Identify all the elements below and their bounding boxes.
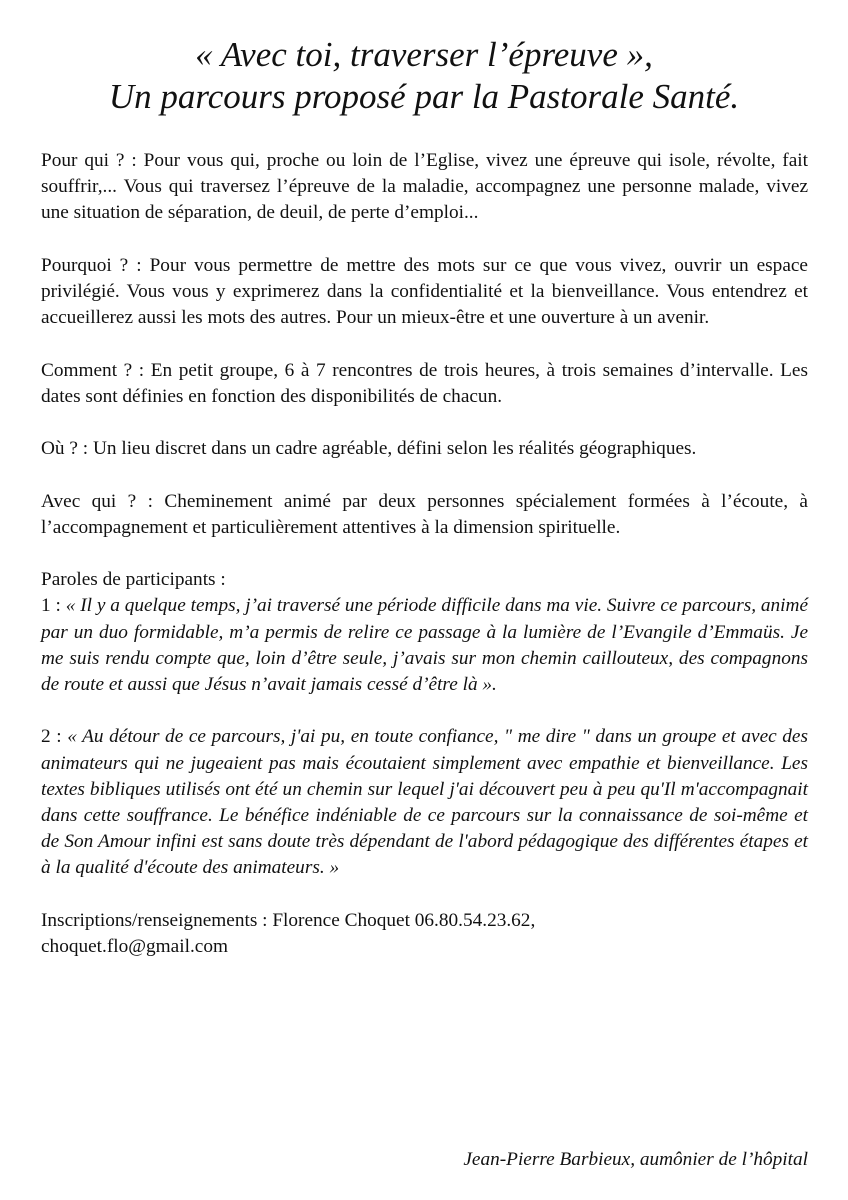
section-pourquoi	[41, 253, 808, 332]
contact-email: choquet.flo@gmail.com	[41, 935, 228, 957]
signature: Jean-Pierre Barbieux, aumônier de l’hôpital	[463, 1149, 808, 1170]
section-label: Comment ? :	[41, 359, 151, 381]
page-title	[0, 34, 848, 118]
testimonials-heading: Paroles de participants :	[41, 569, 226, 591]
testimonial-2	[41, 724, 808, 881]
section-text: Cheminement animé par deux personnes spécialement formées à l’écoute, à l’accompagnement et particulièrement attentives à la dimension spirituelle.	[41, 490, 808, 538]
section-label: Avec qui ? :	[41, 490, 165, 512]
section-avec-qui	[41, 489, 808, 541]
section-comment	[41, 358, 808, 410]
testimonial-number: 1 :	[41, 595, 66, 617]
section-text: Pour vous permettre de mettre des mots sur ce que vous vivez, ouvrir un espace privilégié. Vous vous y exprimerez dans la confidentialité et la bienveillance. Vous entendrez et accueillerez aussi les mots des autres. Pour un mieux-être et une ouverture à un avenir.	[41, 254, 808, 329]
section-label: Pourquoi ? :	[41, 254, 150, 276]
contact-block	[41, 908, 808, 960]
section-label: Où ? :	[41, 438, 93, 460]
testimonial-quote: « Il y a quelque temps, j’ai traversé une période difficile dans ma vie. Suivre ce parcours, animé par un duo formidable, m’a permis de relire ce passage à la lumière de l’Evangile d’Emmaüs. Je me suis rendu compte que, loin d’être seule, j’avais sur mon chemin caillouteux, des compagnons de route et aussi que Jésus n’avait jamais cessé d’être là ».	[41, 595, 808, 695]
title-line-2: Un parcours proposé par la Pastorale Santé.	[108, 77, 740, 116]
section-text: Pour vous qui, proche ou loin de l’Eglise, vivez une épreuve qui isole, révolte, fait souffrir,... Vous qui traversez l’épreuve de la maladie, accompagnez une personne malade, vivez une situation de séparation, de deuil, de perte d’emploi...	[41, 150, 808, 224]
testimonial-1	[41, 593, 808, 698]
section-text: En petit groupe, 6 à 7 rencontres de trois heures, à trois semaines d’intervalle. Les dates sont définies en fonction des disponibilités de chacun.	[41, 359, 808, 407]
document-body	[41, 148, 808, 960]
section-text: Un lieu discret dans un cadre agréable, défini selon les réalités géographiques.	[92, 438, 697, 460]
section-pour-qui	[41, 148, 808, 227]
contact-line-1: Inscriptions/renseignements : Florence Choquet 06.80.54.23.62,	[41, 909, 536, 931]
testimonial-number: 2 :	[41, 726, 68, 748]
title-line-1: « Avec toi, traverser l’épreuve »,	[195, 35, 653, 74]
section-ou	[41, 436, 808, 462]
section-label: Pour qui ? :	[41, 150, 144, 171]
testimonial-quote: « Au détour de ce parcours, j'ai pu, en toute confiance, " me dire " dans un groupe et avec des animateurs qui ne jugeaient pas mais écoutaient simplement avec empathie et bienveillance. Les textes bibliques utilisés ont été un chemin sur lequel j'ai découvert peu à peu qu'Il m'accompagnait dans cette souffrance. Le bénéfice indéniable de ce parcours sur la connaissance de soi-même et de Son Amour infini est sans doute très dépendant de l'abord pédagogique des différentes étapes et à la qualité d'écoute des animateurs. »	[41, 726, 808, 879]
